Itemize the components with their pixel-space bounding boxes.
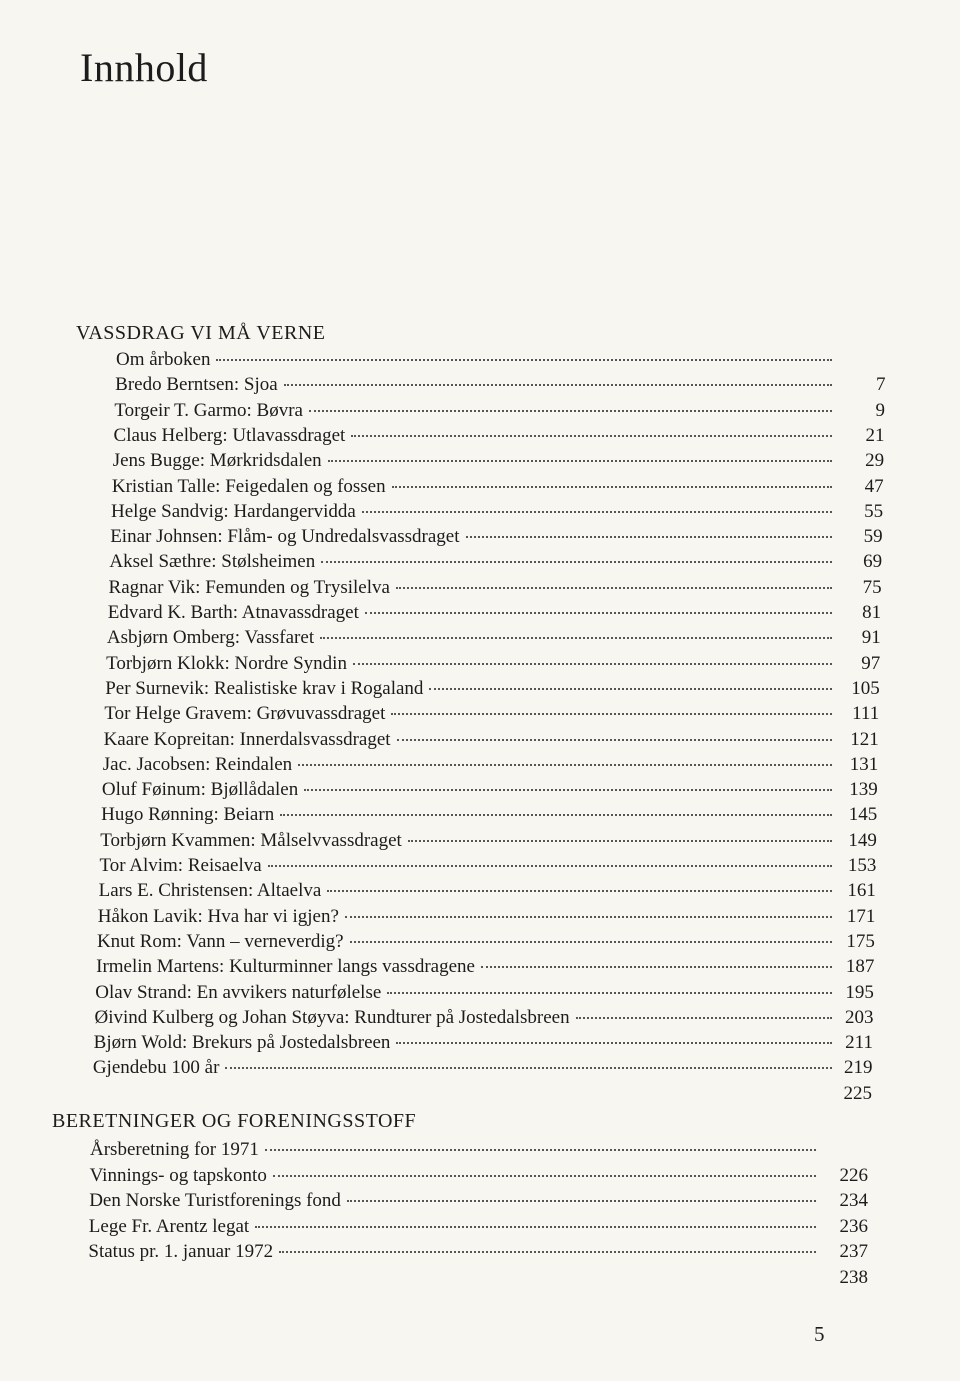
toc-entry-title: Bredo Berntsen: Sjoa bbox=[115, 374, 278, 396]
dot-leader bbox=[327, 890, 832, 892]
dot-leader bbox=[466, 536, 832, 538]
toc-entry bbox=[105, 676, 838, 702]
toc-page-number: 59 bbox=[863, 526, 883, 548]
dot-leader bbox=[397, 739, 832, 741]
toc-page-number: 175 bbox=[846, 930, 875, 952]
toc-entry-title: Vinnings- og tapskonto bbox=[89, 1164, 267, 1186]
toc-page-number: 237 bbox=[839, 1241, 868, 1263]
toc-entry bbox=[116, 347, 838, 373]
toc-entry bbox=[89, 1214, 822, 1240]
dot-leader bbox=[328, 460, 832, 462]
toc-page-number: 9 bbox=[875, 399, 886, 421]
toc-entry bbox=[95, 980, 838, 1006]
dot-leader bbox=[298, 764, 832, 766]
toc-entry-title: Knut Rom: Vann – verneverdig? bbox=[96, 930, 344, 952]
toc-page-number: 238 bbox=[839, 1267, 868, 1288]
toc-entry bbox=[106, 651, 838, 677]
toc-page-number: 219 bbox=[843, 1057, 873, 1079]
toc-page-number: 47 bbox=[864, 475, 884, 497]
toc-entry bbox=[109, 549, 838, 575]
dot-leader bbox=[280, 814, 832, 816]
dot-leader bbox=[216, 359, 832, 361]
toc-entry-title: Tor Alvim: Reisaelva bbox=[99, 855, 262, 876]
toc-entry-title: Einar Johnsen: Flåm- og Undredalsvassdraget bbox=[110, 526, 460, 548]
toc-entry bbox=[100, 828, 838, 854]
toc-page-number: 69 bbox=[863, 551, 883, 573]
page-number: 5 bbox=[814, 1322, 825, 1346]
toc-page-number: 97 bbox=[861, 652, 881, 674]
toc-entry bbox=[99, 878, 838, 904]
toc-entry-title: Om årboken bbox=[116, 349, 211, 370]
toc-page-number: 111 bbox=[852, 703, 880, 725]
toc-page-number: 75 bbox=[862, 576, 882, 598]
toc-entry-title: Helge Sandvig: Hardangervidda bbox=[111, 500, 356, 522]
dot-leader bbox=[320, 637, 832, 639]
dot-leader bbox=[351, 435, 832, 437]
toc-entry-title: Lars E. Christensen: Altaelva bbox=[98, 880, 322, 902]
dot-leader bbox=[350, 941, 832, 943]
toc-entry bbox=[109, 575, 838, 601]
toc-entry bbox=[94, 1005, 838, 1031]
dot-leader bbox=[225, 1067, 832, 1069]
dot-leader bbox=[321, 561, 832, 563]
toc-entry-title: Oluf Føinum: Bjøllådalen bbox=[101, 779, 299, 801]
toc-entry-title: Ragnar Vik: Femunden og Trysilelva bbox=[108, 576, 390, 598]
toc-page-number: 121 bbox=[850, 728, 879, 750]
toc-page-number: 7 bbox=[876, 374, 886, 396]
toc-page-number: 131 bbox=[849, 753, 879, 775]
dot-leader bbox=[387, 992, 832, 994]
dot-leader bbox=[396, 587, 832, 589]
toc-entry-title: Lege Fr. Arentz legat bbox=[88, 1215, 250, 1237]
toc-entry bbox=[90, 1163, 822, 1189]
toc-entry-title: Kaare Kopreitan: Innerdalsvassdraget bbox=[103, 728, 391, 750]
toc-entry bbox=[104, 701, 838, 727]
toc-entry bbox=[104, 727, 838, 753]
toc-page-number: 21 bbox=[865, 424, 885, 446]
toc-page-number: 161 bbox=[847, 880, 876, 902]
section-heading-vassdrag: VASSDRAG VI MÅ VERNE bbox=[76, 322, 326, 344]
dot-leader bbox=[353, 663, 832, 665]
toc-entry-title: Tor Helge Gravem: Grøvuvassdraget bbox=[104, 703, 386, 725]
dot-leader bbox=[576, 1017, 832, 1019]
toc-entry-title: Den Norske Turistforenings fond bbox=[89, 1190, 341, 1212]
toc-page-number: 81 bbox=[862, 602, 882, 623]
toc-page-number: 203 bbox=[844, 1006, 874, 1028]
toc-entry-title: Hugo Rønning: Beiarn bbox=[101, 804, 275, 826]
toc-entry bbox=[94, 1030, 838, 1056]
toc-entry-title: Torbjørn Klokk: Nordre Syndin bbox=[106, 652, 347, 674]
toc-page-number: 153 bbox=[847, 855, 877, 876]
toc-entry-title: Jac. Jacobsen: Reindalen bbox=[102, 753, 293, 775]
toc-entry-title: Edvard K. Barth: Atnavassdraget bbox=[107, 602, 359, 623]
dot-leader bbox=[279, 1251, 816, 1253]
section-heading-beretninger: BERETNINGER OG FORENINGSSTOFF bbox=[52, 1110, 417, 1132]
toc-entry-title: Aksel Sæthre: Stølsheimen bbox=[109, 551, 316, 573]
dot-leader bbox=[345, 916, 832, 918]
toc-entry bbox=[115, 372, 838, 398]
dot-leader bbox=[429, 688, 832, 690]
toc-entry-title: Håkon Lavik: Hva har vi igjen? bbox=[97, 905, 339, 927]
toc-entry-title: Olav Strand: En avvikers naturfølelse bbox=[95, 981, 382, 1003]
toc-page-number: 171 bbox=[846, 905, 876, 927]
toc-page-number: 226 bbox=[839, 1164, 868, 1186]
toc-entry bbox=[98, 904, 838, 930]
toc-page-number: 55 bbox=[864, 500, 884, 522]
toc-entry bbox=[103, 752, 838, 778]
toc-entry bbox=[110, 524, 838, 550]
toc-entry-title: Per Surnevik: Realistiske krav i Rogaland bbox=[105, 677, 424, 699]
toc-entry bbox=[96, 954, 838, 980]
toc-entry-title: Status pr. 1. januar 1972 bbox=[88, 1241, 274, 1263]
toc-page-number: 225 bbox=[843, 1082, 872, 1104]
toc-entry-title: Kristian Talle: Feigedalen og fossen bbox=[111, 475, 386, 497]
toc-page-number: 149 bbox=[848, 829, 877, 851]
dot-leader bbox=[481, 966, 832, 968]
dot-leader bbox=[255, 1226, 816, 1228]
dot-leader bbox=[265, 1149, 816, 1151]
toc-page-number: 29 bbox=[865, 450, 885, 472]
toc-entry bbox=[112, 474, 838, 500]
toc-entry bbox=[108, 600, 838, 626]
toc-entry bbox=[111, 499, 838, 525]
toc-entry-title: Gjendebu 100 år bbox=[92, 1057, 220, 1079]
toc-page-number: 187 bbox=[845, 956, 875, 978]
toc-entry-title: Jens Bugge: Mørkridsdalen bbox=[112, 450, 322, 472]
toc-entry bbox=[101, 802, 838, 828]
toc-page-number: 195 bbox=[845, 981, 874, 1003]
toc-page-number: 105 bbox=[851, 677, 880, 699]
dot-leader bbox=[304, 789, 832, 791]
toc-entry-title: Claus Helberg: Utlavassdraget bbox=[113, 424, 346, 446]
dot-leader bbox=[273, 1175, 816, 1177]
toc-page-number: 91 bbox=[861, 627, 881, 649]
toc-page-number: 211 bbox=[845, 1032, 873, 1054]
dot-leader bbox=[365, 612, 832, 614]
toc-entry bbox=[114, 423, 838, 449]
toc-entry bbox=[97, 929, 838, 955]
toc-entry bbox=[113, 448, 838, 474]
toc-entry bbox=[107, 625, 838, 651]
toc-page-number: 145 bbox=[848, 804, 878, 826]
page-title: Innhold bbox=[80, 45, 208, 90]
toc-entry bbox=[102, 777, 838, 803]
toc-page-number: 236 bbox=[839, 1215, 868, 1237]
toc-entry bbox=[90, 1137, 822, 1163]
dot-leader bbox=[284, 384, 832, 386]
dot-leader bbox=[362, 511, 832, 513]
toc-entry-title: Årsberetning for 1971 bbox=[90, 1139, 259, 1160]
toc-page-number: 139 bbox=[849, 779, 878, 801]
toc-entry bbox=[89, 1188, 822, 1214]
toc-page-number: 234 bbox=[839, 1190, 868, 1212]
toc-entry bbox=[99, 853, 838, 879]
toc-entry-title: Asbjørn Omberg: Vassfaret bbox=[106, 627, 315, 649]
toc-entry-title: Torgeir T. Garmo: Bøvra bbox=[114, 399, 303, 421]
toc-entry-title: Øivind Kulberg og Johan Støyva: Rundturer på Jostedalsbreen bbox=[94, 1006, 570, 1028]
toc-entry bbox=[93, 1055, 838, 1081]
toc-entry-title: Torbjørn Kvammen: Målselvvassdraget bbox=[100, 829, 402, 851]
dot-leader bbox=[309, 410, 832, 412]
dot-leader bbox=[392, 486, 832, 488]
toc-entry bbox=[114, 398, 838, 424]
toc-entry-title: Irmelin Martens: Kulturminner langs vassdragene bbox=[96, 956, 475, 978]
dot-leader bbox=[268, 865, 832, 867]
dot-leader bbox=[391, 713, 832, 715]
toc-entry-title: Bjørn Wold: Brekurs på Jostedalsbreen bbox=[93, 1032, 391, 1054]
toc-entry bbox=[88, 1239, 822, 1265]
dot-leader bbox=[396, 1042, 832, 1044]
dot-leader bbox=[408, 840, 832, 842]
dot-leader bbox=[347, 1200, 816, 1202]
